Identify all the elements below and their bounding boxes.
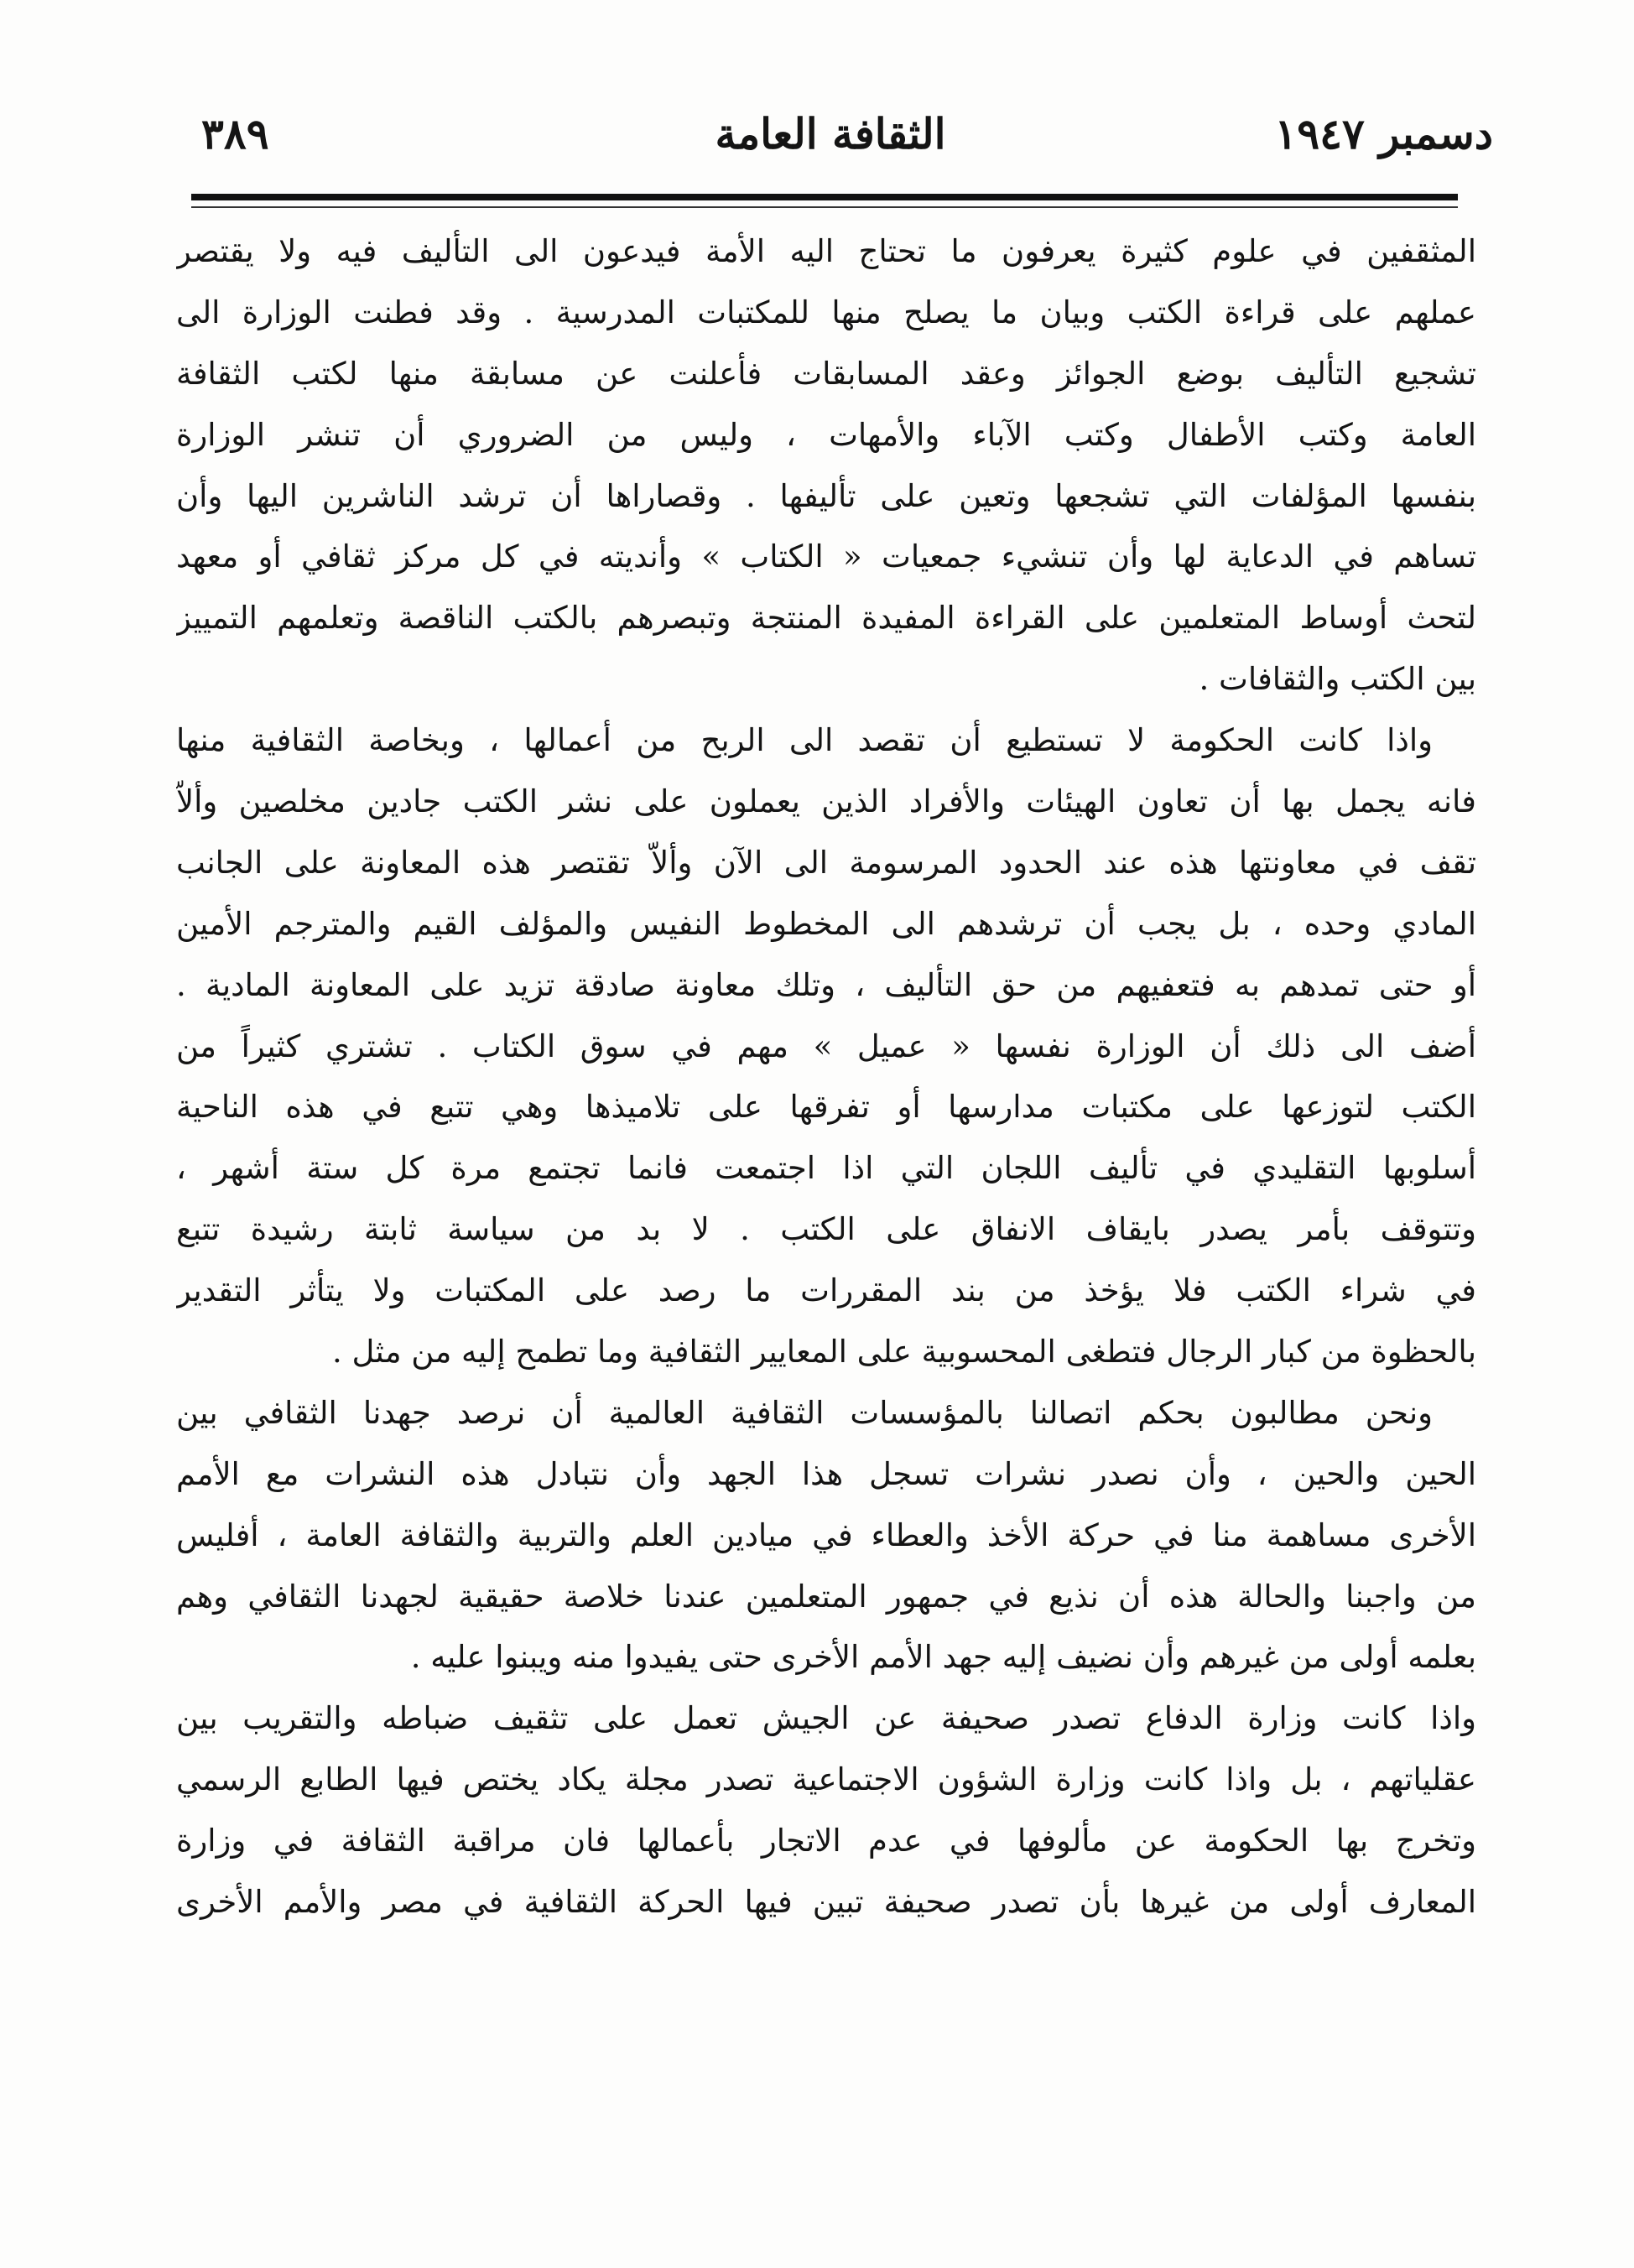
text-line: لتحث أوساط المتعلمين على القراءة المفيدة المنتجة وتبصرهم بالكتب الناقصة وتعلمهم التمييز [176,600,1476,637]
text-line: فانه يجمل بها أن تعاون الهيئات والأفراد الذين يعملون على نشر الكتب جادين مخلصين وألاّ [176,783,1476,820]
text-line: الأخرى مساهمة منا في حركة الأخذ والعطاء في ميادين العلم والتربية والثقافة العامة ، أفليس [176,1516,1476,1553]
text-line: عقلياتهم ، بل واذا كانت وزارة الشؤون الاجتماعية تصدر مجلة يكاد يختص فيها الطابع الرسمي [176,1761,1476,1798]
header-rule [191,194,1458,200]
text-line: بين الكتب والثقافات . [1199,661,1476,698]
text-line: بنفسها المؤلفات التي تشجعها وتعين على تأليفها . وقصاراها أن ترشد الناشرين اليها وأن [176,477,1476,514]
text-line: تقف في معاونتها هذه عند الحدود المرسومة الى الآن وألاّ تقتصر هذه المعاونة على الجانب [176,844,1476,881]
text-line: ونحن مطالبون بحكم اتصالنا بالمؤسسات الثقافية العالمية أن نرصد جهدنا الثقافي بين [176,1394,1433,1431]
text-line: العامة وكتب الأطفال وكتب الآباء والأمهات ، وليس من الضروري أن تنشر الوزارة [176,416,1476,453]
text-line: تساهم في الدعاية لها وأن تنشيء جمعيات « الكتاب » وأنديته في كل مركز ثقافي أو معهد [176,538,1476,575]
text-line: واذا كانت الحكومة لا تستطيع أن تقصد الى الربح من أعمالها ، وبخاصة الثقافية منها [176,722,1433,759]
text-line: المعارف أولى من غيرها بأن تصدر صحيفة تبين فيها الحركة الثقافية في مصر والأمم الأخرى [176,1884,1476,1921]
text-line: بالحظوة من كبار الرجال فتطغى المحسوبية على المعايير الثقافية وما تطمح إليه من مثل . [332,1334,1476,1371]
text-line: تشجيع التأليف بوضع الجوائز وعقد المسابقات فأعلنت عن مسابقة منها لكتب الثقافة [176,355,1476,392]
text-line: الحين والحين ، وأن نصدر نشرات تسجل هذا الجهد وأن نتبادل هذه النشرات مع الأمم [176,1455,1476,1492]
text-line: عملهم على قراءة الكتب وبيان ما يصلح منها للمكتبات المدرسية . وقد فطنت الوزارة الى [176,294,1476,330]
text-line: الكتب لتوزعها على مكتبات مدارسها أو تفرقها على تلاميذها وهي تتبع في هذه الناحية [176,1089,1476,1126]
text-line: من واجبنا والحالة هذه أن نذيع في جمهور المتعلمين عندنا خلاصة حقيقية لجهدنا الثقافي وهم [176,1578,1476,1615]
text-line: بعلمه أولى من غيرهم وأن نضيف إليه جهد الأمم الأخرى حتى يفيدوا منه ويبنوا عليه . [410,1639,1476,1676]
text-line: وتخرج بها الحكومة عن مألوفها في عدم الاتجار بأعمالها فان مراقبة الثقافة في وزارة [176,1823,1476,1860]
text-line: وتتوقف بأمر يصدر بايقاف الانفاق على الكتب . لا بد من سياسة ثابتة رشيدة تتبع [176,1211,1476,1248]
text-line: أسلوبها التقليدي في تأليف اللجان التي اذا اجتمعت فانما تجتمع مرة كل ستة أشهر ، [176,1150,1476,1187]
running-header [168,101,1493,168]
header-rule-thin [191,206,1458,208]
page-number: ٣٨٩ [201,109,269,159]
body-text [176,221,1476,1933]
running-title: الثقافة العامة [715,109,946,159]
text-line: أو حتى تمدهم به فتعفيهم من حق التأليف ، وتلك معاونة صادقة تزيد على المعاونة المادية . [176,966,1476,1003]
text-line: أضف الى ذلك أن الوزارة نفسها « عميل » مهم في سوق الكتاب . تشتري كثيراً من [176,1027,1476,1064]
issue-date: دسمبر ١٩٤٧ [1274,109,1493,159]
text-line: واذا كانت وزارة الدفاع تصدر صحيفة عن الجيش تعمل على تثقيف ضباطه والتقريب بين [176,1700,1476,1737]
text-line: المادي وحده ، بل يجب أن ترشدهم الى المخطوط النفيس والمؤلف القيم والمترجم الأمين [176,905,1476,942]
text-line: في شراء الكتب فلا يؤخذ من بند المقررات ما رصد على المكتبات ولا يتأثر التقدير [176,1272,1476,1309]
text-line: المثقفين في علوم كثيرة يعرفون ما تحتاج اليه الأمة فيدعون الى التأليف فيه ولا يقتصر [176,233,1476,269]
